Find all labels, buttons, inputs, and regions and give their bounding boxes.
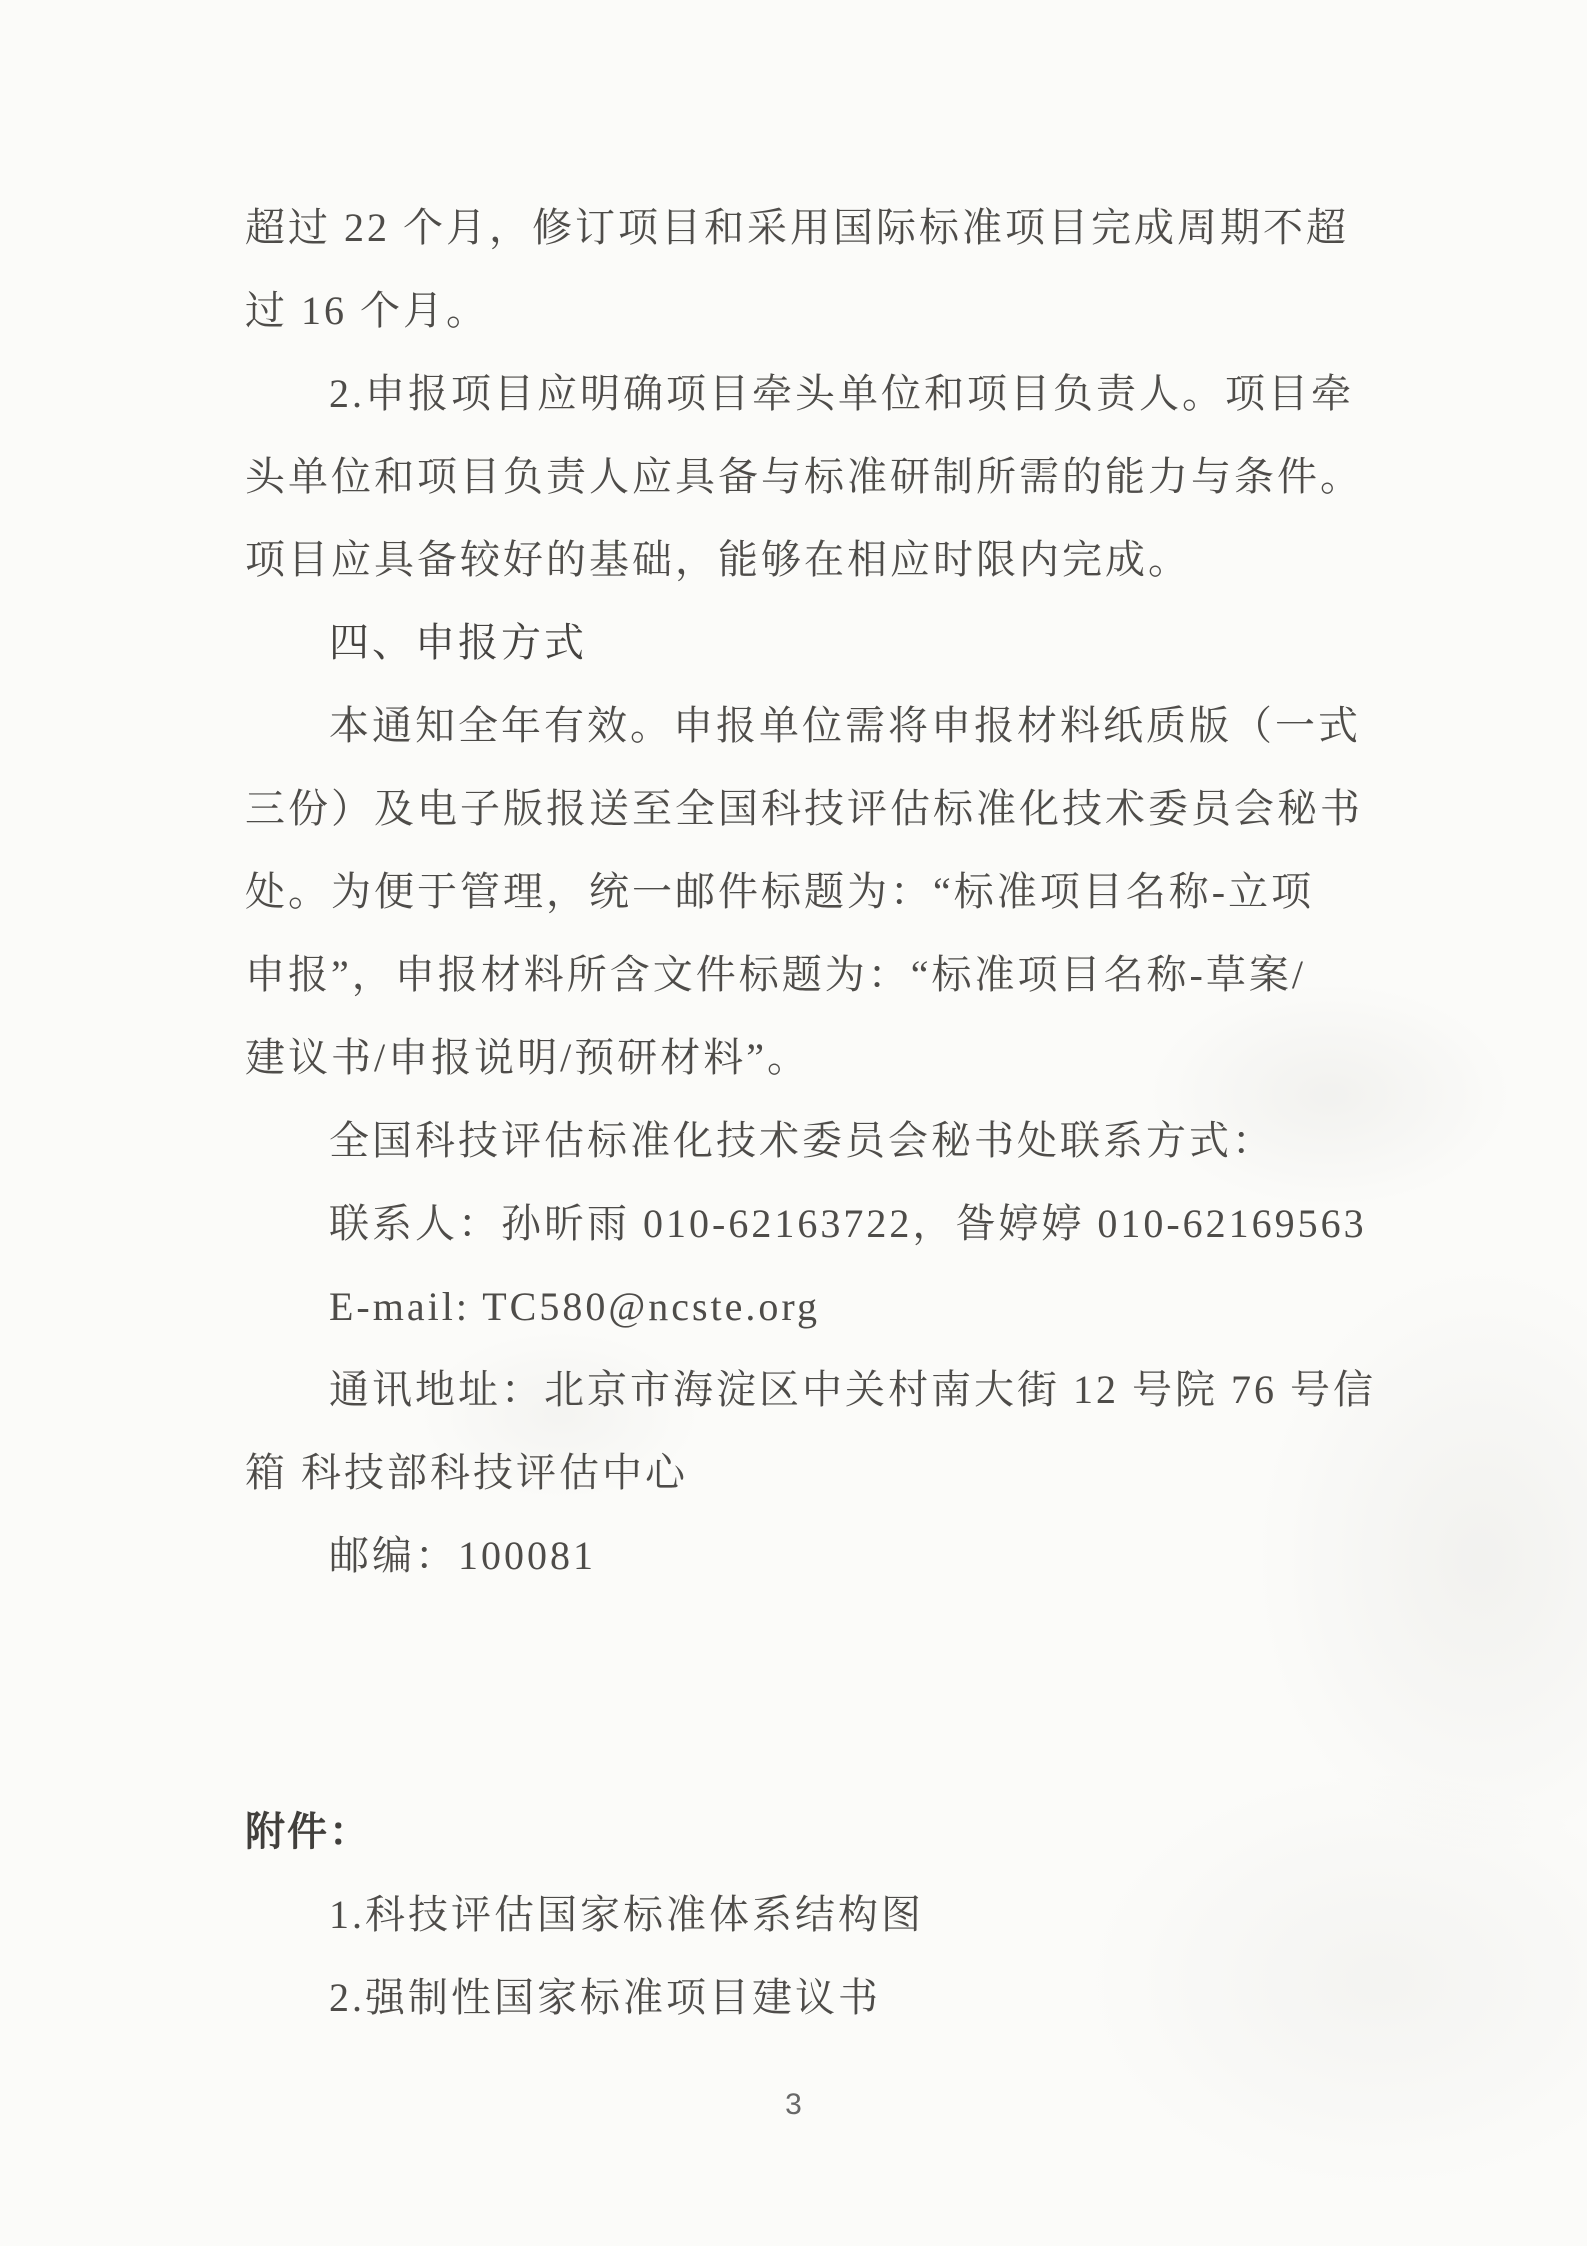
body-line: 本通知全年有效。申报单位需将申报材料纸质版（一式 xyxy=(329,703,1361,748)
page-number: 3 xyxy=(785,2088,802,2121)
body-line: 建议书/申报说明/预研材料”。 xyxy=(245,1035,810,1080)
body-line: 超过 22 个月，修订项目和采用国际标准项目完成周期不超 xyxy=(245,205,1349,250)
attachment-list xyxy=(245,1873,1375,2039)
body-line: 项目应具备较好的基础，能够在相应时限内完成。 xyxy=(245,537,1191,582)
body-line: 箱 科技部科技评估中心 xyxy=(245,1450,688,1495)
section-heading: 四、申报方式 xyxy=(329,620,587,665)
body-line: 2.申报项目应明确项目牵头单位和项目负责人。项目牵 xyxy=(329,371,1354,416)
attachments-heading: 附件： xyxy=(245,1809,371,1854)
document-body xyxy=(245,186,1375,1597)
body-line: 邮编：100081 xyxy=(329,1533,596,1578)
body-line: 全国科技评估标准化技术委员会秘书处联系方式： xyxy=(329,1118,1275,1163)
body-line: 通讯地址：北京市海淀区中关村南大街 12 号院 76 号信 xyxy=(329,1367,1376,1412)
attachment-item: 2.强制性国家标准项目建议书 xyxy=(329,1975,881,2020)
document-content xyxy=(245,186,1375,2039)
attachments-section xyxy=(245,1790,1375,2039)
body-line: 三份）及电子版报送至全国科技评估标准化技术委员会秘书 xyxy=(245,786,1363,831)
attachment-item: 1.科技评估国家标准体系结构图 xyxy=(329,1892,924,1937)
body-line: 过 16 个月。 xyxy=(245,288,489,333)
body-line: 申报”，申报材料所含文件标题为：“标准项目名称-草案/ xyxy=(245,952,1306,997)
body-line: 头单位和项目负责人应具备与标准研制所需的能力与条件。 xyxy=(245,454,1363,499)
body-line: E-mail: TC580@ncste.org xyxy=(329,1284,820,1329)
body-line: 处。为便于管理，统一邮件标题为：“标准项目名称-立项 xyxy=(245,869,1315,914)
body-line: 联系人：孙昕雨 010-62163722，昝婷婷 010-62169563 xyxy=(329,1201,1367,1246)
